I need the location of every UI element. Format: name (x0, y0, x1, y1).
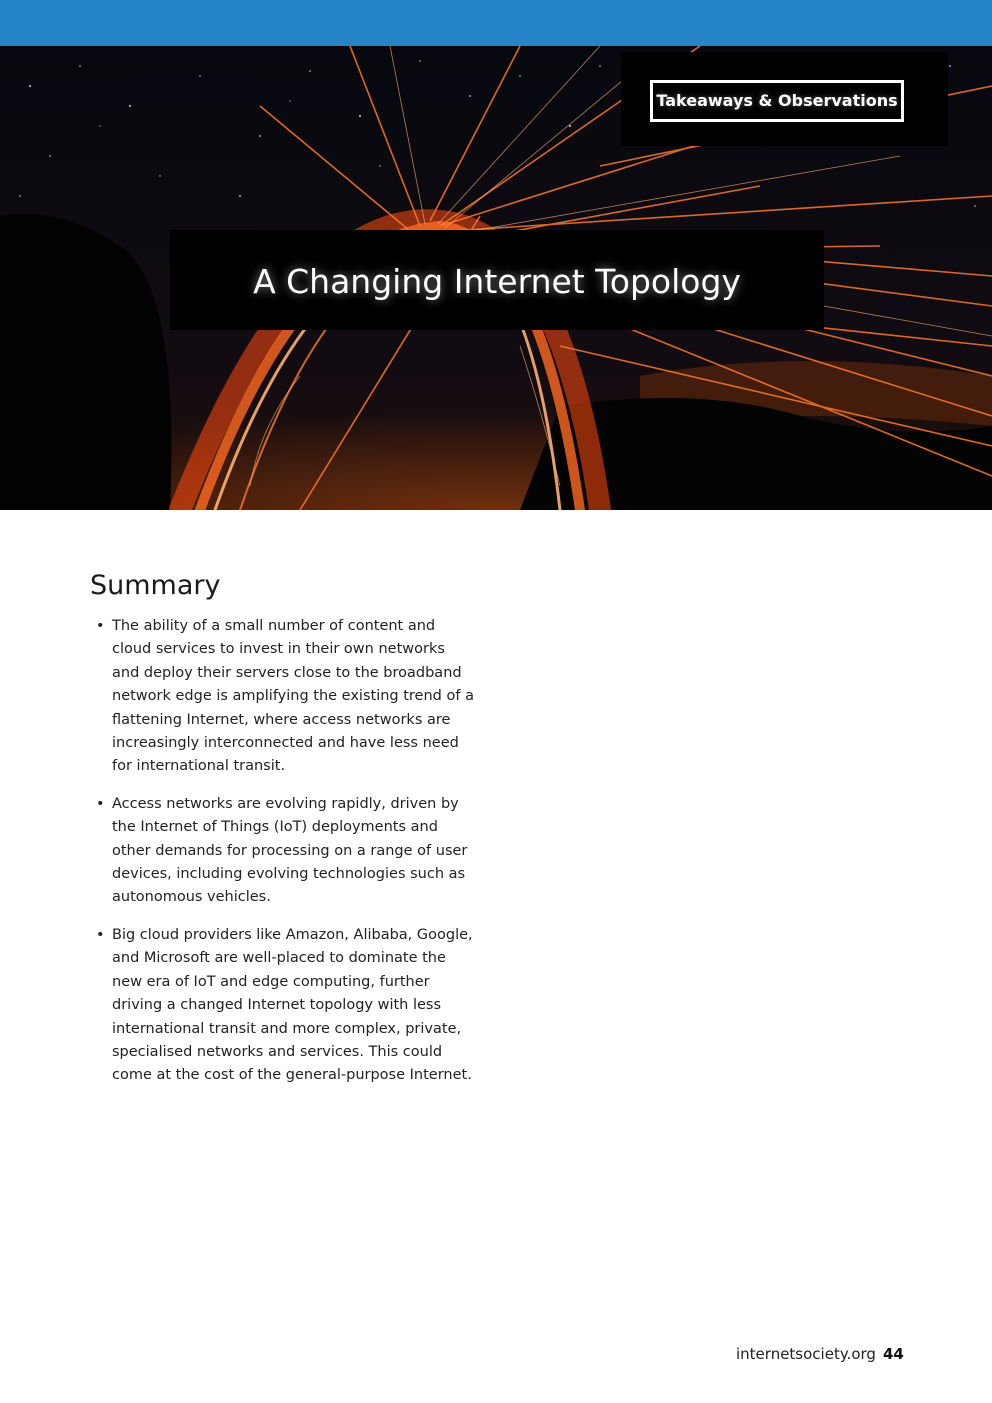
page-title: A Changing Internet Topology (253, 262, 741, 301)
summary-item-text: Access networks are evolving rapidly, driven by the Internet of Things (IoT) deployments and other demands for processing on a range of user devices, including evolving technologies such as autonomous vehicles. (112, 795, 468, 906)
page-number: 44 (883, 1345, 904, 1363)
summary-heading: Summary (90, 570, 221, 601)
summary-item-text: Big cloud providers like Amazon, Alibaba, Google, and Microsoft are well-placed to dominate the new era of IoT and edge computing, further driving a changed Internet topology with less international transit and more complex, private, specialised networks and services. This could come at the cost of the general-purpose Internet. (112, 926, 473, 1084)
summary-item-text: The ability of a small number of content and cloud services to invest in their own networks and deploy their servers close to the broadband network edge is amplifying the existing trend of a flattening Internet, where access networks are increasingly interconnected and have less need for international transit. (112, 618, 474, 775)
summary-item (96, 615, 474, 779)
footer-site: internetsociety.org (736, 1345, 876, 1363)
summary-item (96, 924, 474, 1088)
section-tag: Takeaways & Observations (650, 80, 904, 122)
bullet-icon: • (96, 618, 105, 634)
bullet-icon: • (96, 795, 105, 812)
bullet-icon: • (96, 926, 105, 943)
summary-list (96, 615, 474, 1102)
top-accent-bar (0, 0, 992, 46)
summary-item (96, 793, 474, 910)
